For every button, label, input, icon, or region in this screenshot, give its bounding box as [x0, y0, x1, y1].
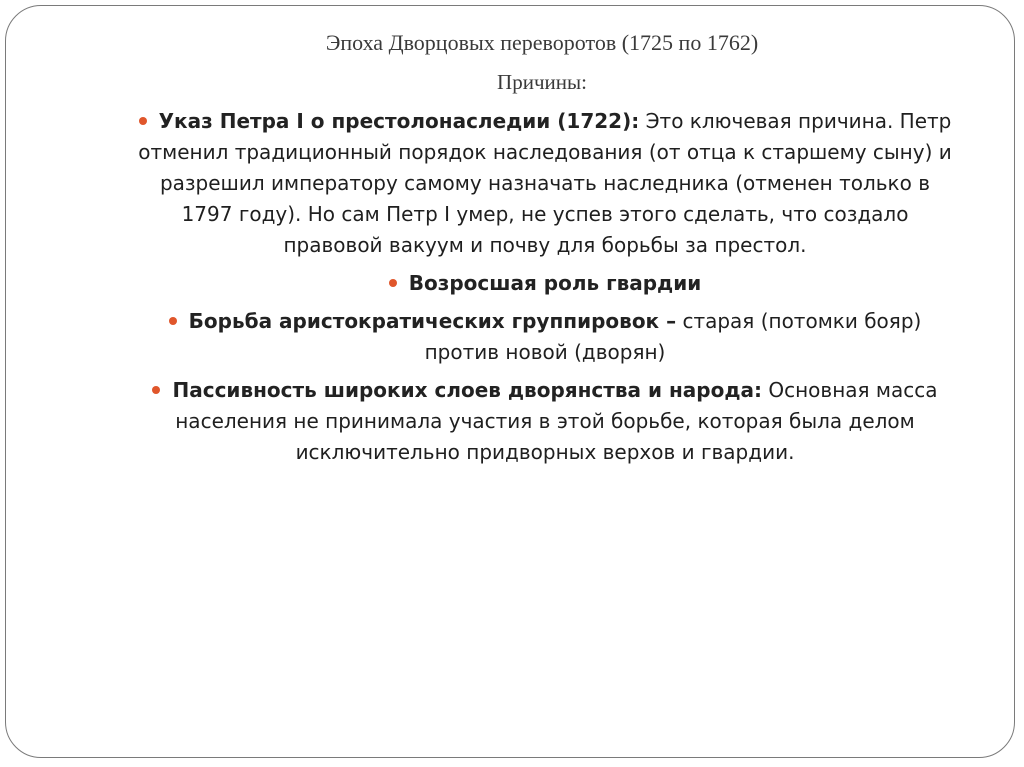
- bullet-dot-icon: [152, 386, 160, 394]
- slide-title: Эпоха Дворцовых переворотов (1725 по 1762): [325, 30, 759, 55]
- bullet-dot-icon: [169, 317, 177, 325]
- bullet-bold-text: Борьба аристократических группировок –: [188, 309, 677, 333]
- bullet-bold-text: Возросшая роль гвардии: [408, 271, 702, 295]
- bullet-item: [135, 306, 955, 368]
- slide-subtitle: Причины:: [497, 70, 587, 94]
- bullet-bold-text: Указ Петра I о престолонаследии (1722):: [158, 109, 640, 133]
- bullet-dot-icon: [389, 279, 397, 287]
- bullet-item: [135, 375, 955, 468]
- bullet-item: [135, 106, 955, 261]
- bullet-text: Основная масса населения не принимала участия в этой борьбе, которая была делом исключительно придворных верхов и гвардии.: [175, 378, 938, 464]
- bullet-text: Это ключевая причина. Петр отменил традиционный порядок наследования (от отца к старшему сыну) и разрешил императору самому назначать наследника (отменен только в 1797 году). Но сам Петр I умер, не успев этого сделать, что создало правовой вакуум и почву для борьбы за престол.: [138, 109, 952, 257]
- bullet-list: [125, 106, 975, 475]
- bullet-text: старая (потомки бояр) против новой (дворян): [424, 309, 922, 364]
- bullet-bold-text: Пассивность широких слоев дворянства и народа:: [172, 378, 762, 402]
- bullet-dot-icon: [139, 117, 147, 125]
- bullet-item: [135, 268, 955, 299]
